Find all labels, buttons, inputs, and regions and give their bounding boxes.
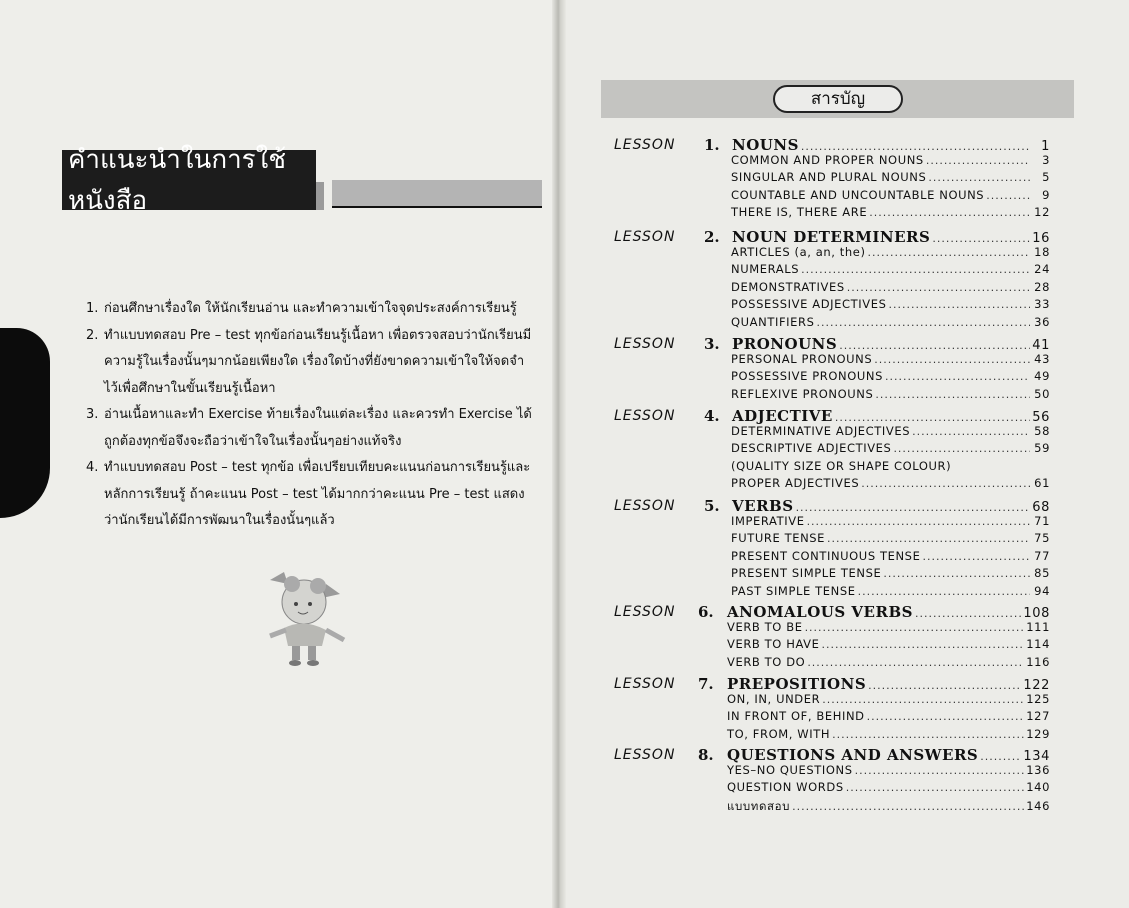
- entry-title: VERB TO BE: [727, 620, 803, 634]
- page-number: 140: [1026, 780, 1050, 795]
- page-number: 125: [1026, 692, 1050, 706]
- entry-title: PRESENT CONTINUOUS TENSE: [731, 548, 921, 563]
- entry-title: YES–NO QUESTIONS: [727, 763, 853, 777]
- entry-title: POSSESSIVE ADJECTIVES: [731, 297, 887, 312]
- instruction-text: ก่อนศึกษาเรื่องใด ให้นักเรียนอ่าน และทำความเข้าใจจุดประสงค์การเรียนรู้: [104, 301, 517, 316]
- page-number: 94: [1034, 583, 1050, 598]
- leader-dots: [832, 728, 1024, 741]
- lesson-heading-row: [732, 228, 1050, 246]
- entry-title: QUANTIFIERS: [731, 314, 815, 329]
- page-number: 36: [1034, 314, 1050, 329]
- lesson-title: ANOMALOUS VERBS: [727, 603, 913, 621]
- lesson-label: LESSON: [614, 676, 676, 692]
- toc-entry: [731, 549, 1050, 563]
- toc-entry: [731, 188, 1050, 202]
- entry-title: VERB TO DO: [727, 654, 806, 669]
- page-number: 122: [1023, 678, 1050, 693]
- entry-title: (QUALITY SIZE OR SHAPE COLOUR): [731, 458, 952, 473]
- leader-dots: [796, 501, 1030, 514]
- toc-entry: [731, 262, 1050, 276]
- entry-title: DEMONSTRATIVES: [731, 279, 845, 294]
- toc-entry: [727, 655, 1050, 669]
- page-heading: คำแนะนำในการใช้หนังสือ: [62, 150, 316, 210]
- leader-dots: [807, 515, 1030, 528]
- leader-dots: [980, 750, 1021, 763]
- leader-dots: [839, 339, 1030, 352]
- page-number: 43: [1034, 352, 1050, 366]
- entry-title: PERSONAL PRONOUNS: [731, 352, 873, 366]
- entry-title: SINGULAR AND PLURAL NOUNS: [731, 170, 927, 185]
- page-number: 28: [1034, 279, 1050, 294]
- leader-dots: [867, 710, 1025, 723]
- leader-dots: [986, 189, 1030, 202]
- instruction-text: อ่านเนื้อหาและทำ Exercise ท้ายเรื่องในแต่ละเรื่อง และควรทำ Exercise ได้ถูกต้องทุกข้อจึงจะถือว่าเข้าใจในเรื่องนั้นๆอย่างแท้จริง: [104, 407, 532, 449]
- lesson-number: 1.: [704, 136, 720, 154]
- page-number: 3: [1042, 153, 1050, 167]
- leader-dots: [869, 206, 1030, 219]
- lesson-heading-row: [727, 603, 1050, 621]
- instruction-number: 1.: [86, 301, 99, 316]
- page-number: 71: [1034, 514, 1050, 528]
- toc-entry: [731, 387, 1050, 401]
- instruction-text: ทำแบบทดสอบ Post – test ทุกข้อ เพื่อเปรียบเทียบคะแนนก่อนการเรียนรู้และหลักการเรียนรู้ ถ้าคะแนน Post – test ได้มากกว่าคะแนน Pre – test แสดงว่านักเรียนได้มีการพัฒนาในเรื่องนั้นๆแล้ว: [104, 460, 531, 528]
- leader-dots: [858, 585, 1030, 598]
- entry-title: ON, IN, UNDER: [727, 692, 821, 706]
- lesson-title: PRONOUNS: [732, 335, 838, 353]
- leader-dots: [922, 550, 1030, 563]
- lesson-heading-row: [732, 335, 1050, 353]
- doll-illustration: [262, 566, 348, 670]
- page-number: 136: [1026, 763, 1050, 777]
- leader-dots: [883, 567, 1030, 580]
- page-number: 16: [1032, 231, 1050, 246]
- toc-entry: [731, 514, 1050, 528]
- left-page: [0, 0, 558, 908]
- page-number: 77: [1034, 548, 1050, 563]
- entry-title: DESCRIPTIVE ADJECTIVES: [731, 441, 892, 456]
- page-number: 49: [1034, 369, 1050, 384]
- page-number: 85: [1034, 566, 1050, 581]
- leader-dots: [861, 477, 1030, 490]
- toc-entry: [731, 441, 1050, 455]
- lesson-number: 8.: [698, 746, 714, 764]
- leader-dots: [855, 764, 1025, 777]
- leader-dots: [875, 388, 1030, 401]
- lesson-title: ADJECTIVE: [732, 407, 833, 425]
- entry-title: NUMERALS: [731, 262, 800, 277]
- page-number: 127: [1026, 709, 1050, 724]
- page-number: 146: [1026, 798, 1050, 813]
- lesson-number: 4.: [704, 407, 720, 425]
- toc-entry: [727, 692, 1050, 706]
- lesson-title: NOUN DETERMINERS: [732, 228, 931, 246]
- page-number: 75: [1034, 531, 1050, 546]
- entry-title: PROPER ADJECTIVES: [731, 476, 860, 491]
- toc-entry: [731, 476, 1050, 490]
- toc-entry: [731, 459, 1050, 473]
- toc-entry: [727, 798, 1050, 816]
- leader-dots: [932, 232, 1030, 245]
- page-number: 59: [1034, 441, 1050, 456]
- lesson-label: LESSON: [614, 604, 676, 620]
- entry-title: VERB TO HAVE: [727, 637, 820, 652]
- lesson-heading-row: [732, 497, 1050, 515]
- leader-dots: [805, 621, 1025, 634]
- leader-dots: [801, 263, 1030, 276]
- page-number: 12: [1034, 205, 1050, 220]
- toc-entry: [731, 584, 1050, 598]
- instruction-item: [86, 296, 536, 323]
- page-number: 56: [1032, 410, 1050, 425]
- page-number: 50: [1034, 386, 1050, 401]
- leader-dots: [846, 781, 1025, 794]
- toc-entry: [727, 709, 1050, 723]
- toc-entry: [727, 620, 1050, 634]
- toc-entry: [731, 297, 1050, 311]
- lesson-number: 5.: [704, 497, 720, 515]
- toc-entry: [731, 531, 1050, 545]
- toc-entry: [731, 170, 1050, 184]
- leader-dots: [915, 607, 1021, 620]
- entry-title: COUNTABLE AND UNCOUNTABLE NOUNS: [731, 187, 985, 202]
- entry-title: COMMON AND PROPER NOUNS: [731, 153, 924, 167]
- lesson-number: 7.: [698, 675, 714, 693]
- instruction-item: [86, 402, 536, 455]
- toc-entry: [727, 763, 1050, 777]
- page-number: 108: [1023, 606, 1050, 621]
- thumb-shadow: [0, 328, 50, 518]
- leader-dots: [889, 298, 1031, 311]
- page-number: 134: [1023, 749, 1050, 764]
- page-number: 68: [1032, 500, 1050, 515]
- lesson-label: LESSON: [614, 747, 676, 763]
- page-number: 58: [1034, 424, 1050, 438]
- entry-title: DETERMINATIVE ADJECTIVES: [731, 424, 911, 438]
- lesson-number: 3.: [704, 335, 720, 353]
- toc-entry: [731, 280, 1050, 294]
- toc-entry: [731, 352, 1050, 366]
- page-number: 24: [1034, 262, 1050, 277]
- leader-dots: [912, 425, 1030, 438]
- page-number: 129: [1026, 726, 1050, 741]
- entry-title: FUTURE TENSE: [731, 531, 826, 546]
- leader-dots: [817, 316, 1030, 329]
- instruction-number: 2.: [86, 327, 99, 343]
- leader-dots: [893, 442, 1030, 455]
- leader-dots: [801, 140, 1030, 153]
- page-number: 33: [1034, 297, 1050, 312]
- lesson-label: LESSON: [614, 408, 676, 424]
- instruction-list: [86, 296, 536, 535]
- lesson-number: 6.: [698, 603, 714, 621]
- page-number: 61: [1034, 476, 1050, 491]
- leader-dots: [822, 693, 1024, 706]
- toc-entry: [731, 153, 1050, 167]
- leader-dots: [827, 532, 1030, 545]
- leader-dots: [792, 800, 1024, 813]
- leader-dots: [868, 246, 1030, 259]
- heading-shadow: [316, 182, 324, 210]
- toc-entry: [727, 637, 1050, 651]
- entry-title: PRESENT SIMPLE TENSE: [731, 566, 882, 581]
- entry-title: ARTICLES (a, an, the): [731, 245, 866, 259]
- leader-dots: [868, 679, 1021, 692]
- page-number: 1: [1041, 139, 1050, 154]
- instruction-number: 3.: [86, 407, 99, 422]
- lesson-title: VERBS: [732, 497, 794, 515]
- lesson-title: QUESTIONS AND ANSWERS: [727, 746, 979, 764]
- toc-entry: [727, 727, 1050, 741]
- lesson-heading-row: [732, 407, 1050, 425]
- toc-title: สารบัญ: [773, 85, 903, 113]
- page-number: 18: [1034, 245, 1050, 259]
- leader-dots: [874, 353, 1030, 366]
- leader-dots: [835, 411, 1030, 424]
- leader-dots: [807, 656, 1024, 669]
- heading-rule: [332, 180, 542, 208]
- leader-dots: [847, 281, 1030, 294]
- entry-title: IMPERATIVE: [731, 514, 805, 528]
- page-number: 116: [1026, 654, 1050, 669]
- page-number: 41: [1032, 338, 1050, 353]
- leader-dots: [928, 171, 1030, 184]
- entry-title: TO, FROM, WITH: [727, 726, 831, 741]
- entry-title: PAST SIMPLE TENSE: [731, 583, 856, 598]
- entry-title: REFLEXIVE PRONOUNS: [731, 386, 874, 401]
- instruction-item: [86, 323, 536, 403]
- lesson-title: PREPOSITIONS: [727, 675, 867, 693]
- instruction-text: ทำแบบทดสอบ Pre – test ทุกข้อก่อนเรียนรู้เนื้อหา เพื่อตรวจสอบว่านักเรียนมีความรู้ในเรื่องนั้นๆมากน้อยเพียงใด เรื่องใดบ้างที่ยังขาดความเข้าใจให้จดจำไว้เพื่อศึกษาในขั้นเรียนรู้เนื้อหา: [104, 327, 532, 396]
- toc-entry: [731, 315, 1050, 329]
- page-number: 9: [1042, 187, 1050, 202]
- toc-entry: [731, 245, 1050, 259]
- lesson-label: LESSON: [614, 229, 676, 245]
- entry-title: แบบทดสอบ: [727, 798, 791, 813]
- entry-title: QUESTION WORDS: [727, 780, 844, 795]
- lesson-label: LESSON: [614, 137, 676, 153]
- toc-entry: [731, 205, 1050, 219]
- lesson-heading-row: [727, 746, 1050, 764]
- toc-entry: [731, 369, 1050, 383]
- instruction-number: 4.: [86, 460, 99, 475]
- page-number: 114: [1026, 637, 1050, 652]
- lesson-label: LESSON: [614, 498, 676, 514]
- toc-entry: [727, 780, 1050, 794]
- leader-dots: [885, 370, 1030, 383]
- page-number: 5: [1042, 170, 1050, 185]
- lesson-title: NOUNS: [732, 136, 799, 154]
- entry-title: IN FRONT OF, BEHIND: [727, 709, 865, 724]
- leader-dots: [926, 154, 1030, 167]
- lesson-label: LESSON: [614, 336, 676, 352]
- entry-title: THERE IS, THERE ARE: [731, 205, 868, 220]
- toc-entry: [731, 566, 1050, 580]
- lesson-heading-row: [727, 675, 1050, 693]
- entry-title: POSSESSIVE PRONOUNS: [731, 369, 883, 384]
- lesson-number: 2.: [704, 228, 720, 246]
- toc-entry: [731, 424, 1050, 438]
- leader-dots: [822, 638, 1025, 651]
- page-number: 111: [1026, 620, 1050, 634]
- lesson-heading-row: [732, 136, 1050, 154]
- book-gutter: [552, 0, 566, 908]
- instruction-item: [86, 455, 536, 535]
